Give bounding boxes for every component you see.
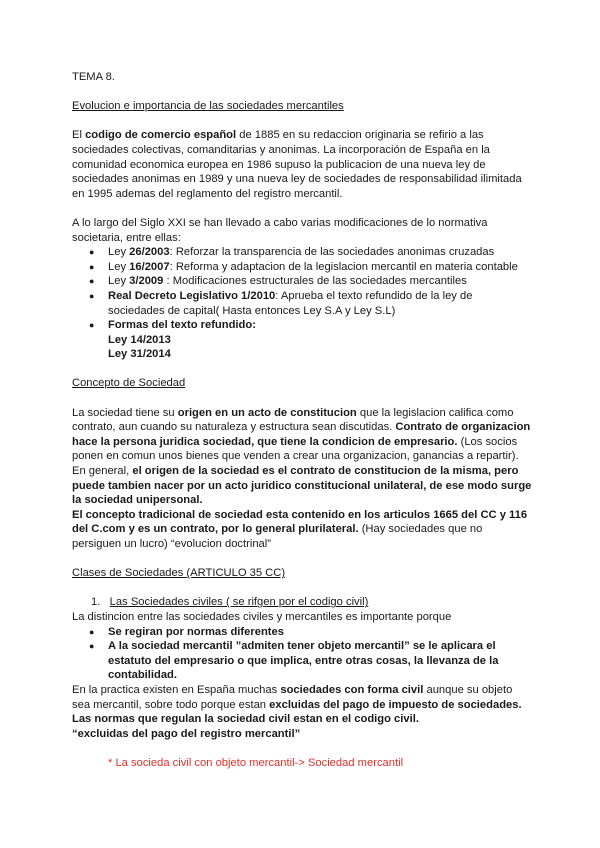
- paragraph-distincion: La distincion entre las sociedades civiles y mercantiles es importante porque: [72, 610, 452, 623]
- laws-list: [72, 245, 532, 362]
- paragraph-origen: En general, el origen de la sociedad es el contrato de constitucion de la misma, pero puede tambien nacer por un acto juridico constitucional unilateral, de ese modo surge la sociedad unipersonal.: [72, 465, 532, 507]
- document-body: [72, 70, 532, 771]
- list-item: ● Real Decreto Legislativo 1/2010: Aprueba el texto refundido de la ley de sociedades de capital( Hasta entonces Ley S.A y Ley S.L): [72, 289, 532, 318]
- list-item-formas: ● Formas del texto refundido: Ley 14/2013 Ley 31/2014: [72, 318, 532, 362]
- paragraph-codigo-comercio: El codigo de comercio español de 1885 en su redaccion originaria se refirio a las sociedades colectivas, comanditarias y anonimas. La incorporación de España en la comunidad economica europea en 1986 supuso la publicacion de una nueva ley de sociedades anonimas en 1989 y una nueva ley de sociedades de responsabilidad ilimitada en 1995 ademas del reglamento del registro mercantil.: [72, 129, 522, 200]
- list-item: ● Ley 16/2007: Reforma y adaptacion de la legislacion mercantil en materia contable: [72, 260, 532, 275]
- paragraph-concepto-tradicional: El concepto tradicional de sociedad esta contenido en los articulos 1665 del CC y 116 del C.com y es un contrato, por lo general plurilateral. (Hay sociedades que no persiguen un lucro) “evolucion doctrinal”: [72, 508, 528, 550]
- paragraph-practica: En la practica existen en España muchas sociedades con forma civil aunque su objeto sea mercantil, sobre todo porque estan excluidas del pago de impuesto de sociedades.: [72, 683, 522, 711]
- paragraph-normas: Las normas que regulan la sociedad civil estan en el codigo civil.: [72, 713, 419, 726]
- numbered-list: [72, 595, 532, 610]
- distinction-list: [72, 625, 532, 683]
- section-heading-evolucion: Evolucion e importancia de las sociedades mercantiles: [72, 100, 344, 113]
- page-title: TEMA 8.: [72, 71, 115, 83]
- paragraph-siglo-xxi: A lo largo del Siglo XXI se han llevado a cabo varias modificaciones de lo normativa societaria, entre ellas:: [72, 216, 488, 244]
- paragraph-excluidas: “excluidas del pago del registro mercantil”: [72, 727, 301, 740]
- list-item: ● A la sociedad mercantil ”admiten tener objeto mercantil” se le aplicara el estatuto del empresario o que implica, entre otras cosas, la llevanza de la contabilidad.: [72, 639, 532, 683]
- list-item: ● Ley 26/2003: Reforzar la transparencia de las sociedades anonimas cruzadas: [72, 245, 532, 260]
- list-item: ● Se regiran por normas diferentes: [72, 625, 532, 640]
- list-item: ● Ley 3/2009 : Modificaciones estructurales de las sociedades mercantiles: [72, 274, 532, 289]
- section-heading-concepto: Concepto de Sociedad: [72, 377, 186, 390]
- paragraph-concepto: La sociedad tiene su origen en un acto de constitucion que la legislacion califica como contrato, aun cuando su naturaleza y estructura sean discutidas. Contrato de organizacion hace la persona juridica sociedad, que tiene la condicion de empresario. (Los socios ponen en comun unos bienes que venden a crear una organizacion, ganancias a repartir).: [72, 406, 531, 463]
- red-note: * La socieda civil con objeto mercantil-> Sociedad mercantil: [108, 756, 404, 769]
- numbered-item: 1. Las Sociedades civiles ( se rifgen por el codigo civil): [91, 596, 369, 609]
- section-heading-clases: Clases de Sociedades (ARTICULO 35 CC): [72, 567, 286, 580]
